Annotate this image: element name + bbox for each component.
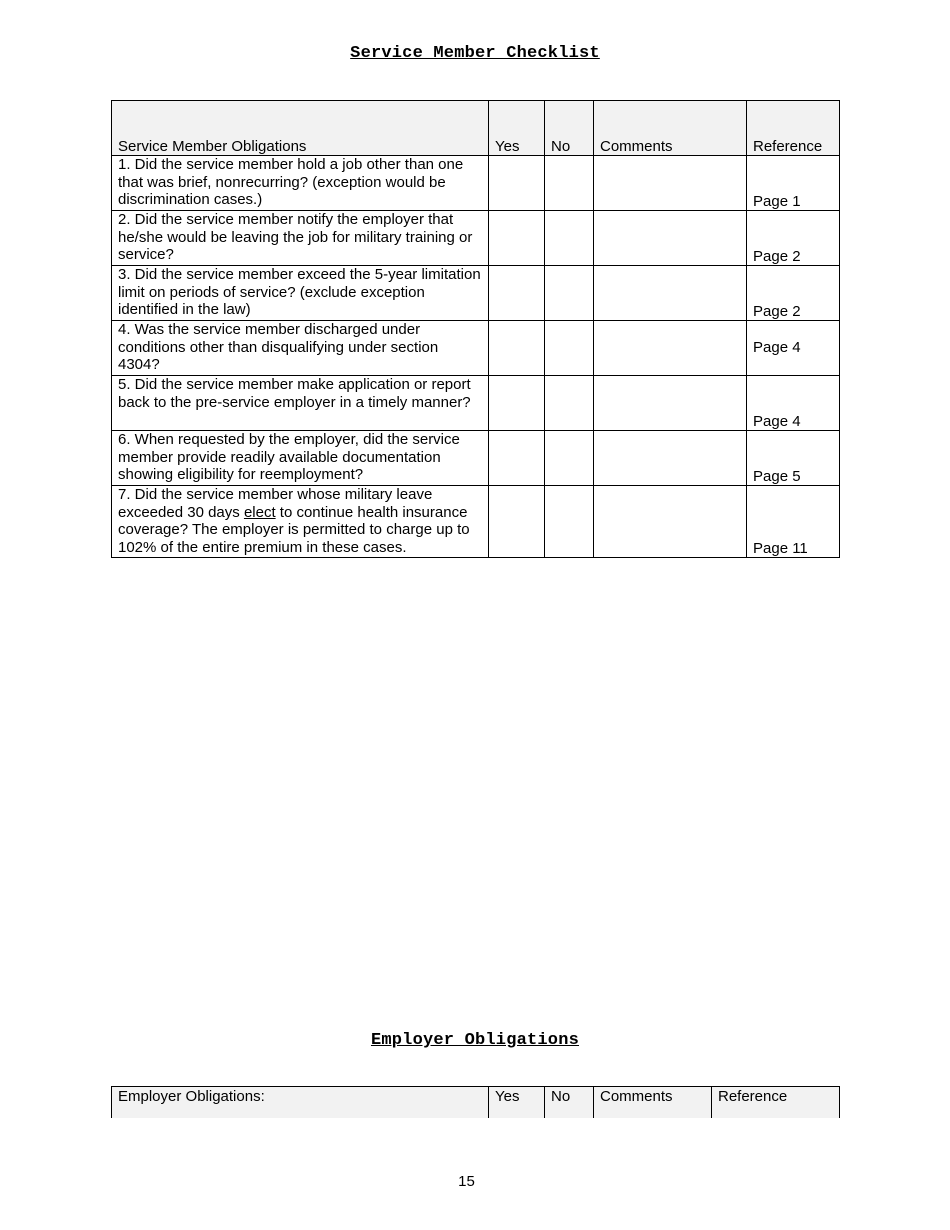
- question-text-underlined: elect: [243, 503, 276, 521]
- no-cell[interactable]: [545, 266, 594, 321]
- table-row: [112, 211, 840, 266]
- table-row: [112, 376, 840, 431]
- table-header-row: [112, 1087, 840, 1119]
- header-yes: Yes: [489, 1087, 545, 1119]
- table-header-row: [112, 101, 840, 156]
- comments-cell[interactable]: [594, 376, 747, 431]
- yes-cell[interactable]: [489, 431, 545, 486]
- question-cell: 3. Did the service member exceed the 5-year limitation limit on periods of service? (exclude exception identified in the law): [112, 266, 489, 321]
- header-obligation: Service Member Obligations: [112, 101, 489, 156]
- header-no: No: [545, 101, 594, 156]
- reference-cell: Page 4: [747, 376, 840, 431]
- header-comments: Comments: [594, 101, 747, 156]
- question-cell: 2. Did the service member notify the employer that he/she would be leaving the job for military training or service?: [112, 211, 489, 266]
- page-title: Service Member Checklist: [350, 44, 600, 63]
- question-cell: 6. When requested by the employer, did the service member provide readily available documentation showing eligibility for reemployment?: [112, 431, 489, 486]
- comments-cell[interactable]: [594, 431, 747, 486]
- table-row: [112, 321, 840, 376]
- header-yes: Yes: [489, 101, 545, 156]
- table-row: [112, 431, 840, 486]
- header-reference: Reference: [712, 1087, 840, 1119]
- no-cell[interactable]: [545, 486, 594, 558]
- yes-cell[interactable]: [489, 211, 545, 266]
- yes-cell[interactable]: [489, 156, 545, 211]
- question-text: 7. Did the service member whose military leave exceeded 30 days: [118, 486, 433, 521]
- table-row: [112, 486, 840, 558]
- reference-cell: Page 2: [747, 266, 840, 321]
- no-cell[interactable]: [545, 321, 594, 376]
- question-text: to continue health insurance coverage? The employer is permitted to charge up to 102% of the entire premium in these cases.: [118, 503, 470, 556]
- header-reference: Reference: [747, 101, 840, 156]
- section-title: Employer Obligations: [370, 1031, 580, 1050]
- comments-cell[interactable]: [594, 321, 747, 376]
- reference-cell: Page 2: [747, 211, 840, 266]
- question-cell: 4. Was the service member discharged under conditions other than disqualifying under section 4304?: [112, 321, 489, 376]
- no-cell[interactable]: [545, 156, 594, 211]
- yes-cell[interactable]: [489, 321, 545, 376]
- question-cell: 1. Did the service member hold a job other than one that was brief, nonrecurring? (exception would be discrimination cases.): [112, 156, 489, 211]
- reference-cell: Page 4: [747, 321, 840, 376]
- comments-cell[interactable]: [594, 266, 747, 321]
- page-number: 15: [458, 1173, 475, 1190]
- comments-cell[interactable]: [594, 156, 747, 211]
- table-row: [112, 266, 840, 321]
- reference-cell: Page 5: [747, 431, 840, 486]
- question-cell: 5. Did the service member make application or report back to the pre-service employer in a timely manner?: [112, 376, 489, 431]
- yes-cell[interactable]: [489, 486, 545, 558]
- yes-cell[interactable]: [489, 266, 545, 321]
- service-member-checklist-table: [111, 100, 840, 558]
- reference-cell: Page 11: [747, 486, 840, 558]
- yes-cell[interactable]: [489, 376, 545, 431]
- no-cell[interactable]: [545, 376, 594, 431]
- employer-obligations-table: [111, 1086, 840, 1118]
- no-cell[interactable]: [545, 431, 594, 486]
- no-cell[interactable]: [545, 211, 594, 266]
- table-row: [112, 156, 840, 211]
- comments-cell[interactable]: [594, 211, 747, 266]
- reference-cell: Page 1: [747, 156, 840, 211]
- comments-cell[interactable]: [594, 486, 747, 558]
- header-no: No: [545, 1087, 594, 1119]
- header-obligation: Employer Obligations:: [112, 1087, 489, 1119]
- header-comments: Comments: [594, 1087, 712, 1119]
- question-cell: [112, 486, 489, 558]
